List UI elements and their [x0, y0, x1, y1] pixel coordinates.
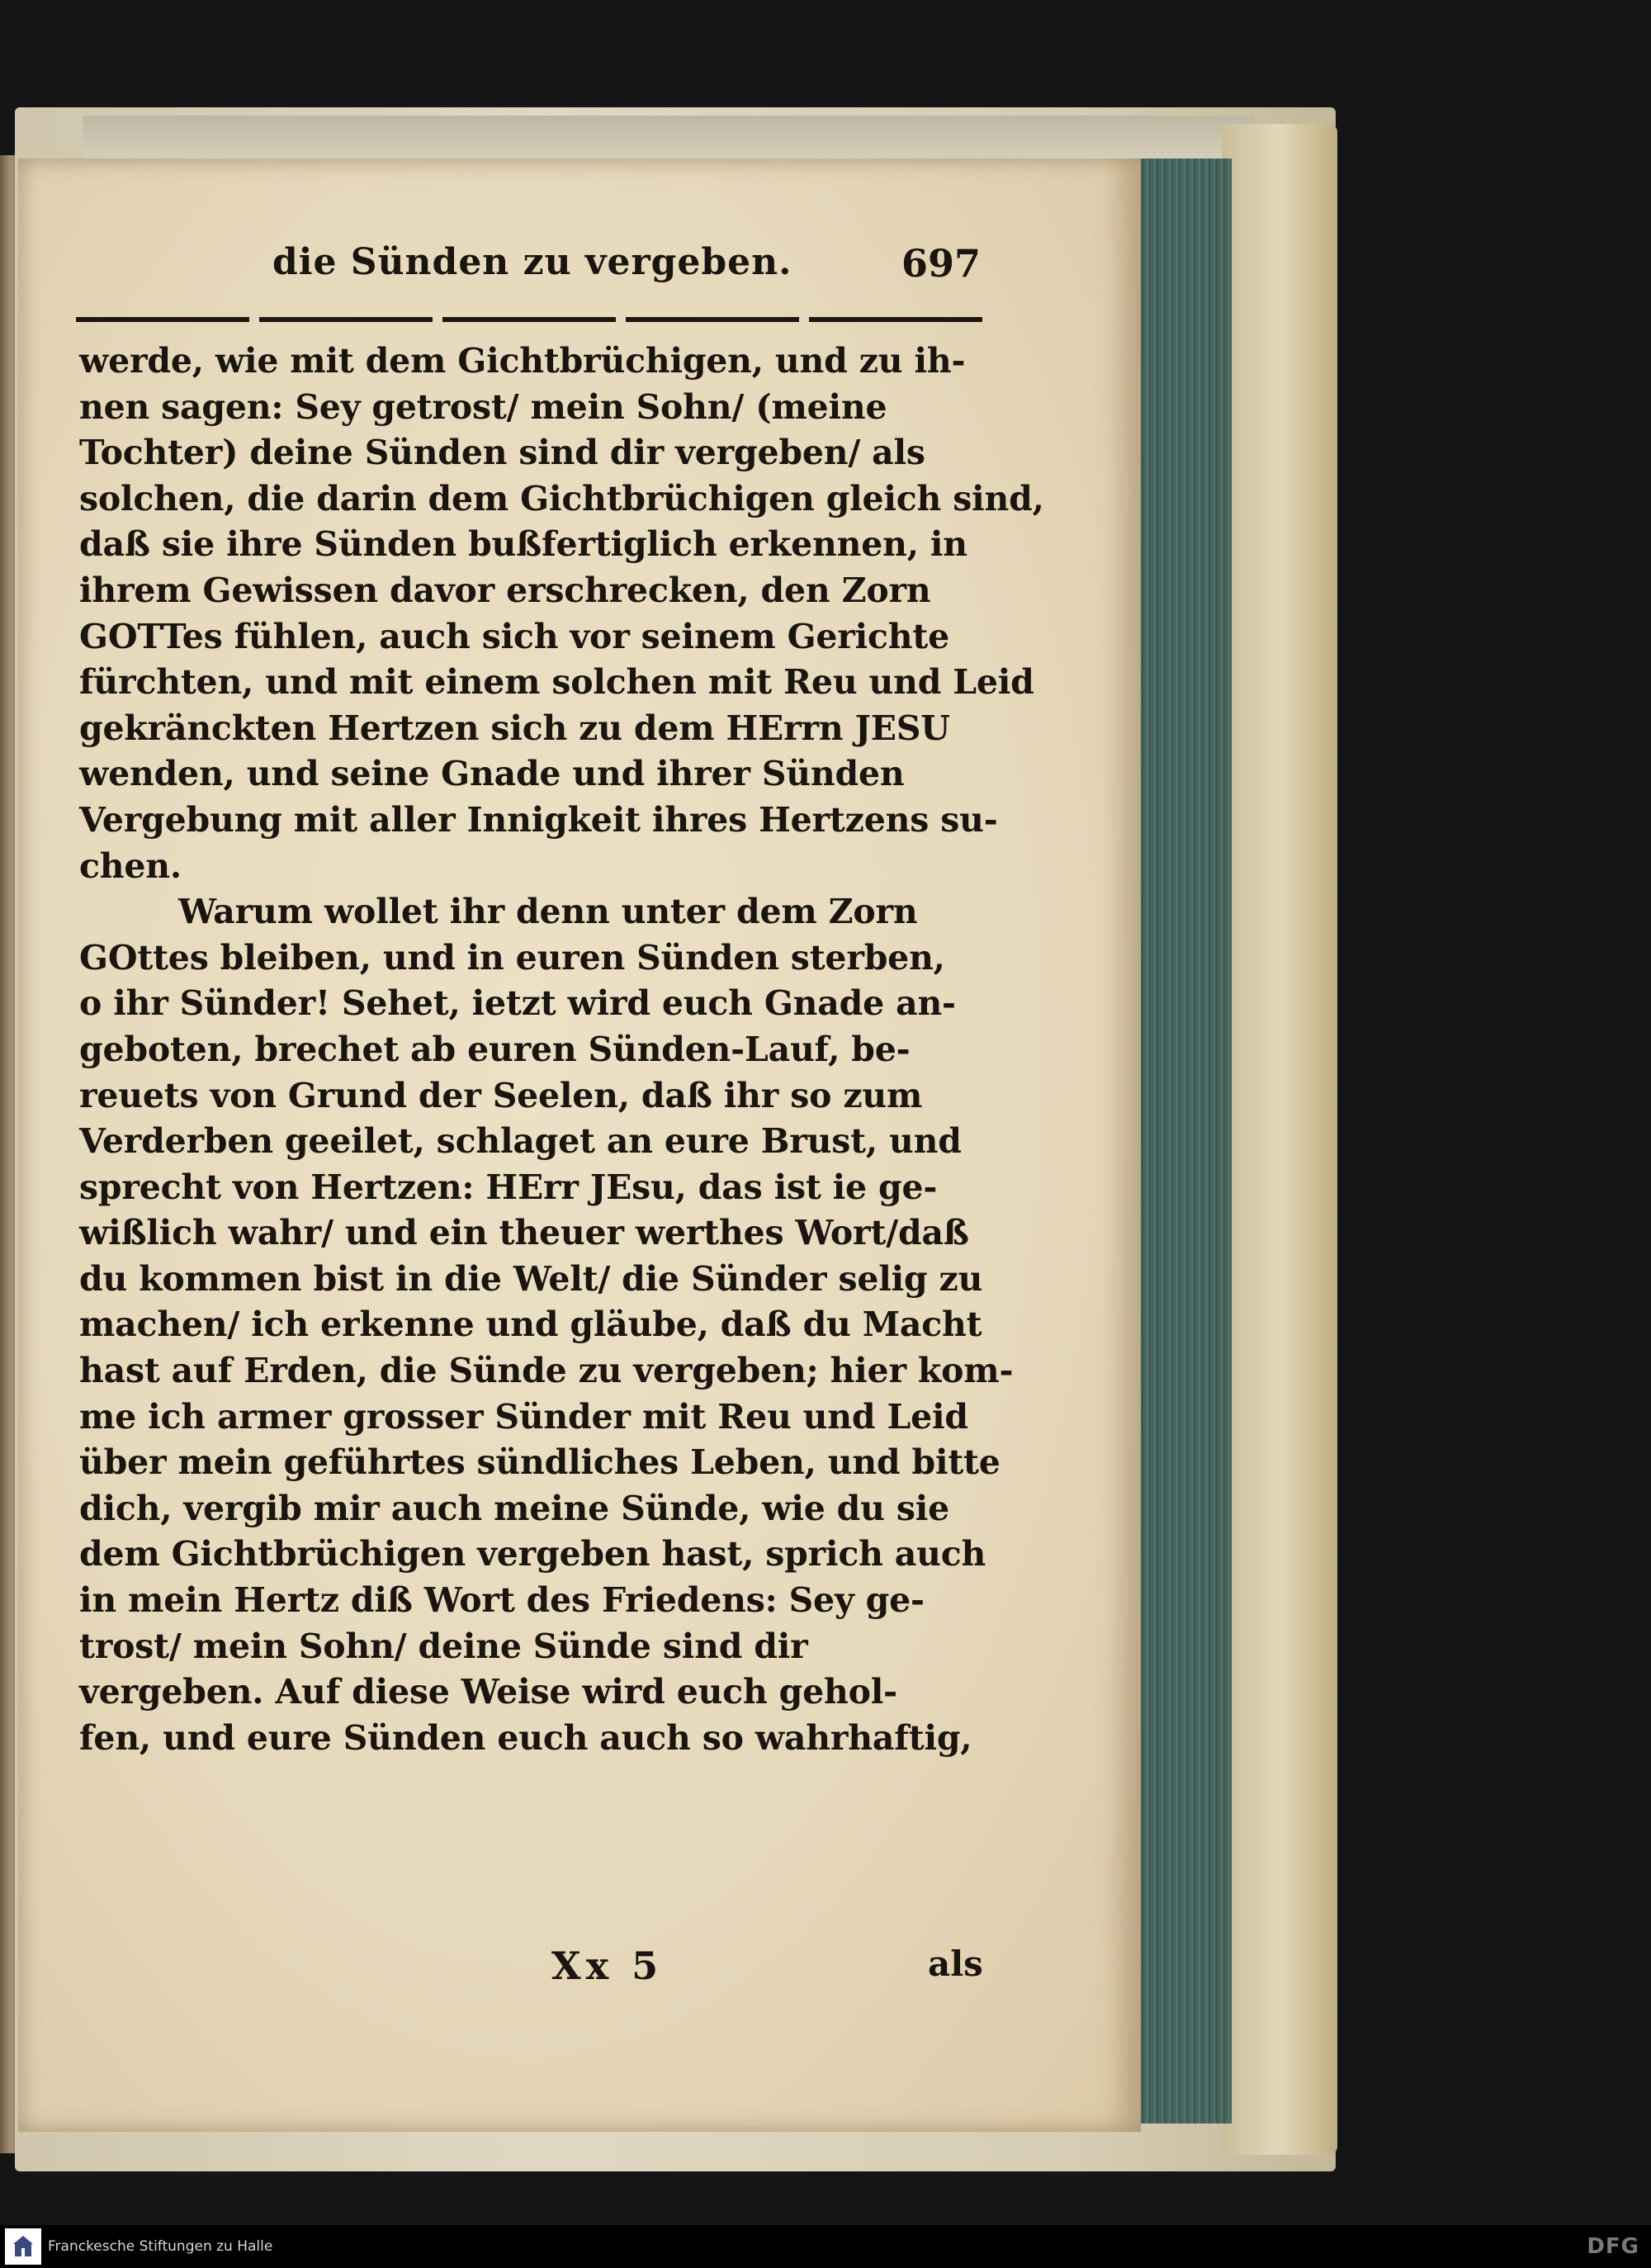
text-line: in mein Hertz diß Wort des Friedens: Sey ge-	[79, 1580, 925, 1621]
text-line: dem Gichtbrüchigen vergeben hast, sprich auch	[79, 1534, 986, 1574]
text-line: geboten, brechet ab euren Sünden-Lauf, be-	[79, 1029, 911, 1069]
text-line: me ich armer grosser Sünder mit Reu und Leid	[79, 1396, 968, 1437]
text-line: hast auf Erden, die Sünde zu vergeben; hier kom-	[79, 1351, 1014, 1391]
text-line: machen/ ich erkenne und gläube, daß du Macht	[79, 1304, 982, 1345]
text-line: solchen, die darin dem Gichtbrüchigen gleich sind,	[79, 478, 1044, 518]
text-line: über mein geführtes sündliches Leben, und bitte	[79, 1442, 1001, 1483]
text-line: Tochter) deine Sünden sind dir vergeben/ als	[79, 433, 925, 473]
text-line: Verderben geeilet, schlaget an eure Brust, und	[79, 1121, 962, 1162]
text-line: o ihr Sünder! Sehet, ietzt wird euch Gnade an-	[79, 983, 956, 1024]
text-line: wenden, und seine Gnade und ihrer Sünden	[79, 754, 905, 794]
viewer-footer	[0, 2225, 1651, 2268]
running-head: die Sünden zu vergeben.	[272, 241, 792, 283]
text-line: dich, vergib mir auch meine Sünde, wie du sie	[79, 1488, 949, 1528]
text-line: ihrem Gewissen davor erschrecken, den Zorn	[79, 570, 931, 610]
text-line: reuets von Grund der Seelen, daß ihr so zum	[79, 1075, 923, 1115]
institution-name: Franckesche Stiftungen zu Halle	[48, 2238, 273, 2255]
text-line: GOTTes fühlen, auch sich vor seinem Gerichte	[79, 616, 950, 656]
text-line: chen.	[79, 845, 182, 886]
text-line: vergeben. Auf diese Weise wird euch gehol-	[79, 1672, 897, 1712]
text-line: fürchten, und mit einem solchen mit Reu und Leid	[79, 662, 1034, 703]
page-number: 697	[901, 241, 982, 286]
paragraph-start-line: Warum wollet ihr denn unter dem Zorn	[178, 892, 918, 932]
text-line: trost/ mein Sohn/ deine Sünde sind dir	[79, 1626, 808, 1666]
text-line: nen sagen: Sey getrost/ mein Sohn/ (meine	[79, 386, 887, 427]
header-rule	[76, 317, 982, 322]
institution-logo-icon	[5, 2228, 41, 2265]
signature-mark: Xx 5	[551, 1944, 664, 1988]
building-icon	[8, 2232, 38, 2261]
cover-right-flap	[1222, 124, 1337, 2155]
catchword: als	[928, 1944, 983, 1984]
text-line: wißlich wahr/ und ein theuer werthes Wort/daß	[79, 1213, 969, 1253]
text-line: gekränckten Hertzen sich zu dem HErrn JESU	[79, 708, 950, 748]
text-line: GOttes bleiben, und in euren Sünden sterben,	[79, 937, 945, 978]
text-line: daß sie ihre Sünden bußfertiglich erkennen, in	[79, 524, 967, 565]
dfg-badge: DFG	[1587, 2234, 1639, 2259]
text-line: werde, wie mit dem Gichtbrüchigen, und zu ih-	[79, 341, 966, 381]
cover-top-flap	[83, 116, 1255, 165]
text-line: fen, und eure Sünden euch auch so wahrhaftig,	[79, 1717, 972, 1758]
text-line: du kommen bist in die Welt/ die Sünder selig zu	[79, 1258, 983, 1299]
text-line: sprecht von Hertzen: HErr JEsu, das ist ie ge-	[79, 1167, 938, 1207]
body-text	[79, 339, 1044, 1761]
text-line: Vergebung mit aller Innigkeit ihres Hertzens su-	[79, 799, 998, 840]
